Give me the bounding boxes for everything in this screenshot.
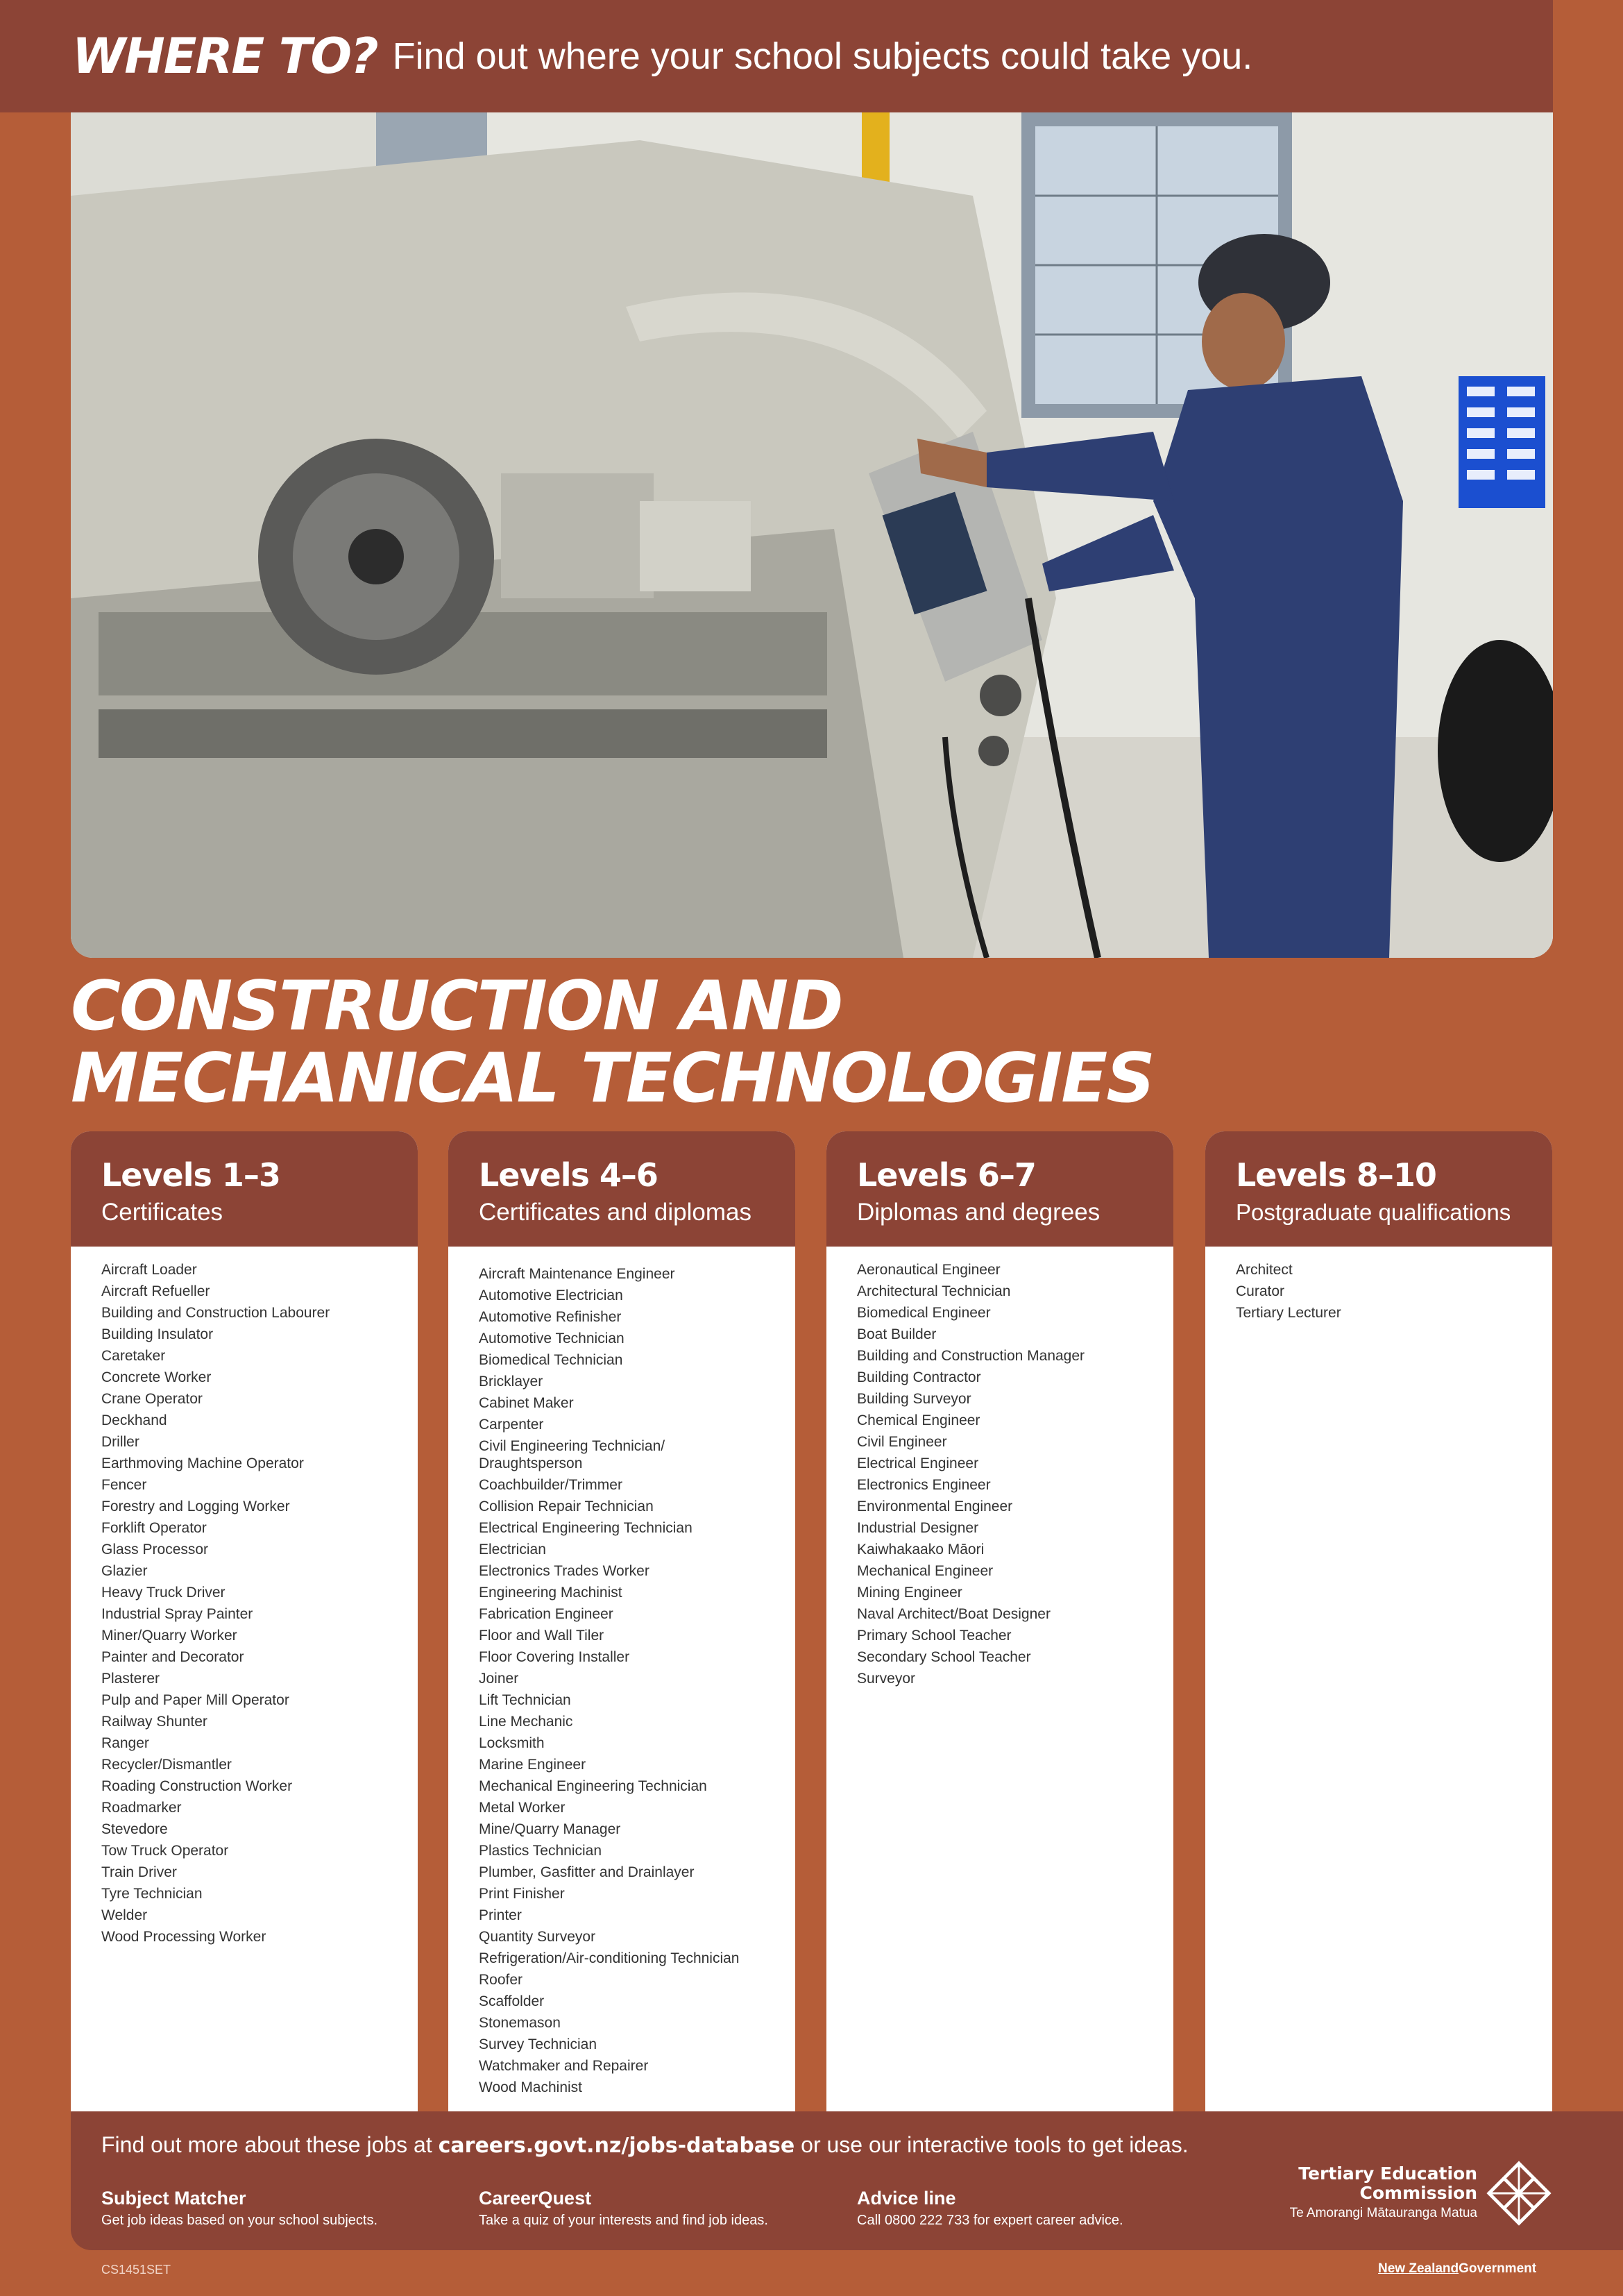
job-item: Mine/Quarry Manager (479, 1821, 621, 1837)
footer-suffix: or use our interactive tools to get ideas. (794, 2132, 1189, 2157)
job-item: Deckhand (101, 1412, 167, 1428)
nzgov-underlined: New Zealand (1378, 2261, 1459, 2276)
job-item: Electrical Engineering Technician (479, 1520, 692, 1536)
job-item: Tyre Technician (101, 1886, 203, 1902)
job-item: Tertiary Lecturer (1236, 1305, 1341, 1321)
job-item: Bricklayer (479, 1374, 543, 1390)
job-item: Roofer (479, 1972, 523, 1988)
job-item: Surveyor (857, 1671, 916, 1687)
job-item: Floor Covering Installer (479, 1649, 630, 1665)
job-item: Railway Shunter (101, 1714, 207, 1730)
job-item: Building Contractor (857, 1369, 981, 1385)
job-item: Fencer (101, 1477, 147, 1493)
job-item: Boat Builder (857, 1326, 937, 1342)
job-item: Naval Architect/Boat Designer (857, 1606, 1051, 1622)
column-level: Levels 4–6 (479, 1156, 658, 1194)
column-level: Levels 1–3 (101, 1156, 280, 1194)
column-header (71, 1131, 418, 1247)
job-item: Kaiwhakaako Māori (857, 1542, 985, 1558)
job-item: Survey Technician (479, 2036, 597, 2052)
job-item: Roading Construction Worker (101, 1778, 293, 1794)
column-header (1205, 1131, 1552, 1247)
job-item: Wood Processing Worker (101, 1929, 266, 1945)
column-level: Levels 8–10 (1236, 1156, 1436, 1194)
job-item: Civil Engineer (857, 1434, 947, 1450)
job-item: Marine Engineer (479, 1757, 586, 1773)
job-item: Metal Worker (479, 1800, 566, 1816)
job-item: Mining Engineer (857, 1585, 962, 1601)
job-list (71, 1247, 418, 1948)
job-item: Concrete Worker (101, 1369, 212, 1385)
tool-title: Advice line (857, 2188, 956, 2209)
job-item: Tow Truck Operator (101, 1843, 229, 1859)
job-item: Welder (101, 1907, 148, 1923)
job-item: Train Driver (101, 1864, 177, 1880)
job-item: Plastics Technician (479, 1843, 602, 1859)
job-item: Forestry and Logging Worker (101, 1499, 290, 1514)
job-item: Chemical Engineer (857, 1412, 980, 1428)
job-item: Refrigeration/Air-conditioning Technician (479, 1950, 740, 1966)
job-item: Biomedical Engineer (857, 1305, 991, 1321)
job-item: Scaffolder (479, 1993, 545, 2009)
tagline: Find out where your school subjects could take you. (392, 35, 1253, 77)
column-levels-8-10 (1205, 1131, 1552, 2111)
column-header (826, 1131, 1173, 1247)
job-item: Floor and Wall Tiler (479, 1628, 604, 1644)
job-item: Carpenter (479, 1417, 544, 1433)
job-item: Industrial Spray Painter (101, 1606, 253, 1622)
brand-title: WHERE TO? (72, 28, 377, 85)
job-item: Aeronautical Engineer (857, 1262, 1001, 1278)
job-item: Aircraft Loader (101, 1262, 197, 1278)
footer-panel (71, 2111, 1623, 2250)
job-item: Mechanical Engineering Technician (479, 1778, 707, 1794)
tool-desc: Call 0800 222 733 for expert career advice. (857, 2213, 1123, 2228)
footer-intro (101, 2132, 1189, 2158)
job-list (826, 1247, 1173, 1689)
job-item: Glass Processor (101, 1542, 209, 1558)
job-item: Joiner (479, 1671, 519, 1687)
job-item: Wood Machinist (479, 2079, 583, 2095)
job-item: Automotive Technician (479, 1331, 624, 1347)
job-list (1205, 1247, 1552, 1324)
job-item: Plumber, Gasfitter and Drainlayer (479, 1864, 695, 1880)
job-item: Electrical Engineer (857, 1455, 979, 1471)
job-item: Building and Construction Labourer (101, 1305, 330, 1321)
tec-name-line-2: Commission (1359, 2183, 1477, 2203)
column-subtitle: Postgraduate qualifications (1236, 1199, 1511, 1225)
job-item: Heavy Truck Driver (101, 1585, 226, 1601)
title-line-1: CONSTRUCTION AND (71, 967, 842, 1046)
tool-careerquest[interactable] (479, 2186, 768, 2231)
job-item: Ranger (101, 1735, 149, 1751)
job-item: Architect (1236, 1262, 1293, 1278)
document-code: CS1451SET (101, 2263, 171, 2277)
job-item: Environmental Engineer (857, 1499, 1013, 1514)
lathe-machine-operator-photo (71, 112, 1553, 958)
job-item: Print Finisher (479, 1886, 565, 1902)
job-item: Electrician (479, 1542, 546, 1558)
hero-photo (71, 112, 1553, 958)
job-item: Driller (101, 1434, 139, 1450)
job-item: Electronics Trades Worker (479, 1563, 649, 1579)
job-item: Crane Operator (101, 1391, 203, 1407)
job-item: Glazier (101, 1563, 148, 1579)
job-item: Roadmarker (101, 1800, 182, 1816)
tec-maori-name: Te Amorangi Mātauranga Matua (1289, 2206, 1477, 2220)
job-item: Locksmith (479, 1735, 545, 1751)
column-subtitle: Certificates and diplomas (479, 1199, 751, 1226)
job-item: Pulp and Paper Mill Operator (101, 1692, 289, 1708)
job-list (448, 1247, 795, 2098)
job-item: Stevedore (101, 1821, 168, 1837)
job-item: Aircraft Maintenance Engineer (479, 1266, 675, 1282)
job-item: Lift Technician (479, 1692, 571, 1708)
job-item: Recycler/Dismantler (101, 1757, 232, 1773)
header-bar (0, 0, 1553, 112)
job-item: Earthmoving Machine Operator (101, 1455, 304, 1471)
column-levels-1-3 (71, 1131, 418, 2111)
job-item: Plasterer (101, 1671, 160, 1687)
job-item: Building Surveyor (857, 1391, 971, 1407)
nz-government-wordmark (1378, 2261, 1536, 2277)
tool-advice-line[interactable] (857, 2186, 1123, 2231)
tec-diamond-logo-icon (1486, 2160, 1552, 2227)
job-item: Watchmaker and Repairer (479, 2058, 649, 2074)
job-item: Caretaker (101, 1348, 166, 1364)
job-item: Coachbuilder/Trimmer (479, 1477, 622, 1493)
jobs-database-link[interactable]: careers.govt.nz/jobs-database (438, 2134, 795, 2158)
job-item: Building and Construction Manager (857, 1348, 1085, 1364)
tool-desc: Take a quiz of your interests and find job ideas. (479, 2213, 768, 2228)
job-item: Engineering Machinist (479, 1585, 622, 1601)
job-item: Biomedical Technician (479, 1352, 623, 1368)
column-header (448, 1131, 795, 1247)
footer-prefix: Find out more about these jobs at (101, 2132, 439, 2157)
job-item: Forklift Operator (101, 1520, 207, 1536)
job-item: Stonemason (479, 2015, 561, 2031)
job-item: Architectural Technician (857, 1283, 1011, 1299)
job-item: Automotive Electrician (479, 1288, 623, 1303)
job-item: Aircraft Refueller (101, 1283, 210, 1299)
tool-desc: Get job ideas based on your school subjects. (101, 2213, 378, 2228)
job-item: Automotive Refinisher (479, 1309, 622, 1325)
job-item: Civil Engineering Technician/ Draughtsperson (479, 1438, 665, 1471)
tool-subject-matcher[interactable] (101, 2186, 377, 2231)
job-item: Fabrication Engineer (479, 1606, 613, 1622)
title-line-2: MECHANICAL TECHNOLOGIES (71, 1039, 1154, 1118)
job-item: Quantity Surveyor (479, 1929, 596, 1945)
tool-title: Subject Matcher (101, 2188, 246, 2209)
job-item: Miner/Quarry Worker (101, 1628, 237, 1644)
job-item: Painter and Decorator (101, 1649, 244, 1665)
job-item: Cabinet Maker (479, 1395, 574, 1411)
column-levels-4-6 (448, 1131, 795, 2111)
column-subtitle: Certificates (101, 1199, 223, 1226)
page-title (71, 967, 1154, 1118)
nzgov-rest: Government (1459, 2261, 1537, 2276)
job-item: Line Mechanic (479, 1714, 573, 1730)
tec-name-line-1: Tertiary Education (1298, 2163, 1477, 2184)
job-item: Industrial Designer (857, 1520, 979, 1536)
column-subtitle: Diplomas and degrees (857, 1199, 1101, 1226)
job-item: Secondary School Teacher (857, 1649, 1031, 1665)
tec-wordmark (1290, 2164, 1477, 2224)
job-item: Primary School Teacher (857, 1628, 1012, 1644)
job-item: Mechanical Engineer (857, 1563, 994, 1579)
column-levels-6-7 (826, 1131, 1173, 2111)
job-item: Collision Repair Technician (479, 1499, 654, 1514)
tool-title: CareerQuest (479, 2188, 592, 2209)
job-item: Building Insulator (101, 1326, 214, 1342)
job-item: Printer (479, 1907, 522, 1923)
job-item: Electronics Engineer (857, 1477, 991, 1493)
column-level: Levels 6–7 (857, 1156, 1036, 1194)
job-item: Curator (1236, 1283, 1285, 1299)
